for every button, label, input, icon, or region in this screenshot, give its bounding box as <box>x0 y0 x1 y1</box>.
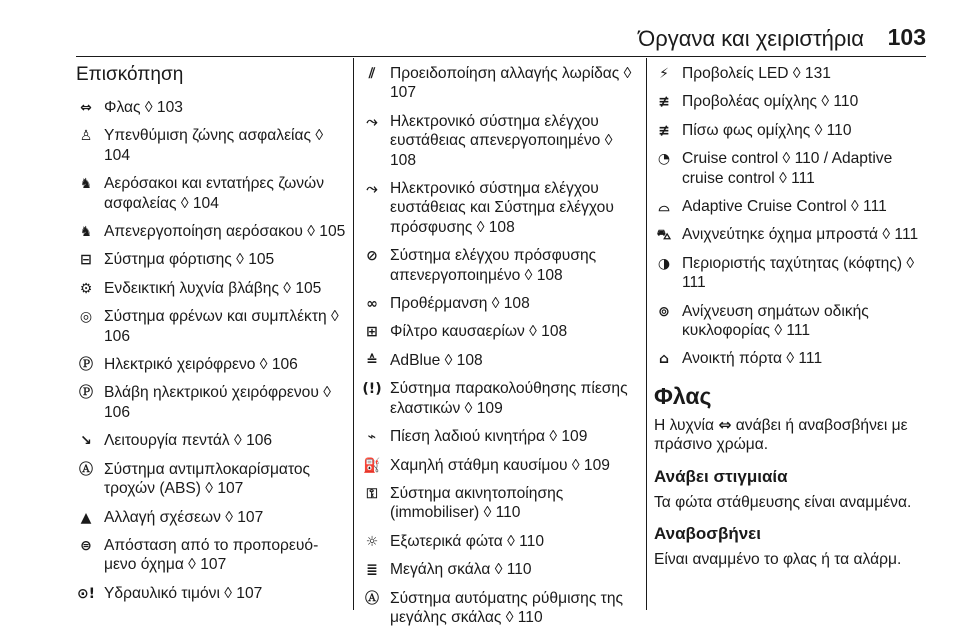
indicator-entry <box>76 222 346 241</box>
indicator-label: Σύστημα ελέγχου πρόσφυσης απενεργοποιημένο ◊ 108 <box>390 247 597 284</box>
indicator-label: Adaptive Cruise Control ◊ 111 <box>682 198 887 216</box>
indicator-label: Υπενθύμιση ζώνης ασφαλείας ◊ 104 <box>104 127 324 164</box>
indicator-label: Σύστημα φρένων και συμπλέκτη ◊ 106 <box>104 308 339 345</box>
indicator-label: Φίλτρο καυσαερίων ◊ 108 <box>390 323 568 341</box>
indicator-label: Σύστημα αυτόματης ρύθμισης της μεγάλης σκάλας ◊ 110 <box>390 589 624 626</box>
column-3 <box>654 64 930 570</box>
indicator-entry <box>654 349 930 368</box>
indicator-entry <box>362 112 640 170</box>
indicator-entry <box>76 174 346 213</box>
high-beam-icon: ≣ <box>366 562 378 579</box>
indicator-entry <box>76 584 346 603</box>
indicator-label: Χαμηλή στάθμη καυσίμου ◊ 109 <box>390 456 610 474</box>
intro-text: Η λυχνία <box>654 416 715 434</box>
indicator-entry <box>76 536 346 575</box>
indicator-label: Cruise control ◊ 110 / Adaptive cruise control ◊ 111 <box>682 150 893 187</box>
indicator-entry <box>362 589 640 628</box>
indicator-label: Ανιχνεύτηκε όχημα μπροστά ◊ 111 <box>682 226 919 244</box>
indicator-entry <box>76 431 346 450</box>
indicator-entry <box>362 246 640 285</box>
indicator-label: AdBlue ◊ 108 <box>390 351 483 369</box>
parking-brake-fault-icon: Ⓟ <box>79 385 93 402</box>
door-open-icon: ⌂ <box>658 351 670 368</box>
indicator-label: Μεγάλη σκάλα ◊ 110 <box>390 561 532 579</box>
indicator-entry <box>362 351 640 370</box>
particle-filter-icon: ⊞ <box>366 324 378 341</box>
indicator-label: Ηλεκτρονικό σύστημα ελέγχου ευστάθειας απενεργοποιημένο ◊ 108 <box>390 112 613 169</box>
indicator-entry <box>76 98 346 117</box>
indicator-label: Ενδεικτική λυχνία βλάβης ◊ 105 <box>104 279 322 297</box>
indicator-entry <box>654 64 930 83</box>
indicator-label: Ηλεκτρικό χειρόφρενο ◊ 106 <box>104 356 298 374</box>
abs-icon: Ⓐ <box>79 461 93 478</box>
indicator-entry <box>654 121 930 140</box>
speed-limiter-icon: ◑ <box>657 255 671 272</box>
exterior-lights-icon: ☼ <box>365 533 379 550</box>
gear-shift-up-icon: ▲ <box>80 509 92 526</box>
indicator-label: Υδραυλικό τιμόνι ◊ 107 <box>104 584 263 602</box>
adblue-icon: ≙ <box>366 352 378 369</box>
indicator-entry <box>76 383 346 422</box>
indicator-label: Αερόσακοι και εντατήρες ζωνών ασφαλείας ◊ 104 <box>104 175 325 212</box>
indicator-label: Απόσταση από το προπορευό-μενο όχημα ◊ 107 <box>104 536 319 574</box>
indicator-label: Προθέρμανση ◊ 108 <box>390 295 530 313</box>
indicator-list <box>362 64 640 627</box>
seat-belt-icon: ♙ <box>79 128 93 145</box>
subsection-text: Είναι αναμμένο το φλας ή τα αλάρμ. <box>654 551 902 569</box>
indicator-entry <box>362 322 640 341</box>
indicator-entry <box>654 197 930 216</box>
indicator-entry <box>76 126 346 165</box>
indicator-label: Προβολέας ομίχλης ◊ 110 <box>682 93 859 111</box>
column-1 <box>76 64 346 612</box>
indicator-entry <box>654 302 930 341</box>
indicator-label: Λειτουργία πεντάλ ◊ 106 <box>104 432 273 450</box>
indicator-entry <box>362 294 640 313</box>
distance-icon: ⊜ <box>80 537 92 554</box>
indicator-label: Ανίχνευση σημάτων οδικής κυκλοφορίας ◊ 111 <box>682 302 869 340</box>
page-header <box>76 0 926 54</box>
indicator-label: Πίεση λαδιού κινητήρα ◊ 109 <box>390 428 588 446</box>
rear-fog-icon: ≢ <box>658 122 670 139</box>
esc-off-icon: ⤳ <box>366 113 378 130</box>
indicator-entry <box>654 149 930 188</box>
indicator-entry <box>362 427 640 446</box>
pedal-icon: ↘ <box>80 433 92 450</box>
lane-departure-icon: ⫽ <box>368 66 376 82</box>
brake-system-icon: ◎ <box>79 309 93 326</box>
section-title: Φλας <box>654 382 712 409</box>
esc-icon: ⤳ <box>366 181 378 198</box>
oil-pressure-icon: ⌁ <box>367 429 377 446</box>
power-steering-icon: ⊙! <box>76 585 96 602</box>
indicator-entry <box>654 92 930 111</box>
overview-title: Επισκόπηση <box>76 64 184 85</box>
indicator-label: Σύστημα αντιμπλοκαρίσματος τροχών (ABS) ◊ 107 <box>104 460 311 498</box>
indicator-entry <box>362 64 640 103</box>
traction-control-off-icon: ⊘ <box>366 248 378 265</box>
indicator-label: Σύστημα φόρτισης ◊ 105 <box>104 251 275 269</box>
indicator-entry <box>76 508 346 527</box>
subsection-title: Ανάβει στιγμιαία <box>654 466 788 486</box>
vehicle-ahead-icon: ⛍ <box>656 227 672 244</box>
indicator-label: Ηλεκτρονικό σύστημα ελέγχου ευστάθειας και Σύστημα ελέγχου πρόσφυσης ◊ 108 <box>390 180 614 236</box>
indicator-label: Αλλαγή σχέσεων ◊ 107 <box>104 508 264 526</box>
subsection-title: Αναβοσβήνει <box>654 524 761 544</box>
indicator-entry <box>362 532 640 551</box>
fuel-icon: ⛽ <box>363 457 381 474</box>
indicator-entry <box>76 355 346 374</box>
indicator-entry <box>362 456 640 475</box>
preheating-icon: ∞ <box>366 296 378 313</box>
page-title: Όργανα και χειριστήρια <box>638 26 864 51</box>
page-number: 103 <box>887 24 926 50</box>
indicator-label: Ανοικτή πόρτα ◊ 111 <box>682 350 823 368</box>
led-lights-icon: ⚡ <box>659 66 669 82</box>
traffic-sign-icon: ⊚ <box>658 303 670 320</box>
indicator-entry <box>654 254 930 293</box>
indicator-label: Βλάβη ηλεκτρικού χειρόφρενου ◊ 106 <box>104 384 331 421</box>
subsection-text: Τα φώτα στάθμευσης είναι αναμμένα. <box>654 493 912 511</box>
indicator-entry <box>76 307 346 346</box>
airbag-icon: ♞ <box>79 176 93 193</box>
immobiliser-icon: ⚿ <box>366 485 378 502</box>
header-divider <box>76 56 926 57</box>
indicator-label: Εξωτερικά φώτα ◊ 110 <box>390 532 544 550</box>
indicator-entry <box>362 179 640 237</box>
column-divider <box>353 58 354 610</box>
indicator-entry <box>76 279 346 298</box>
front-fog-icon: ≢ <box>658 94 670 111</box>
section-intro <box>654 416 930 455</box>
indicator-entry <box>362 560 640 579</box>
indicator-label: Προβολείς LED ◊ 131 <box>682 65 831 82</box>
indicator-entry <box>76 460 346 499</box>
indicator-entry <box>362 484 640 523</box>
engine-icon: ⚙ <box>79 280 93 297</box>
indicator-label: Σύστημα παρακολούθησης πίεσης ελαστικών ◊ 109 <box>390 380 628 417</box>
indicator-label: Προειδοποίηση αλλαγής λωρίδας ◊ 107 <box>390 65 632 102</box>
airbag-off-icon: ♞ <box>79 224 93 241</box>
indicator-label: Περιοριστής ταχύτητας (κόφτης) ◊ 111 <box>682 254 915 292</box>
indicator-entry <box>362 379 640 418</box>
cruise-control-icon: ◔ <box>657 151 671 168</box>
indicator-label: Σύστημα ακινητοποίησης (immobiliser) ◊ 110 <box>390 484 564 522</box>
electric-parking-brake-icon: Ⓟ <box>79 357 93 374</box>
column-2 <box>362 64 640 636</box>
adaptive-cruise-icon: ⌓ <box>658 199 670 216</box>
turn-signal-icon: ⇔ <box>718 415 732 434</box>
battery-icon: ⊟ <box>80 252 92 269</box>
indicator-entry <box>654 225 930 244</box>
indicator-list <box>654 64 930 369</box>
indicator-label: Φλας ◊ 103 <box>104 99 183 116</box>
indicator-label: Πίσω φως ομίχλης ◊ 110 <box>682 121 852 139</box>
column-divider <box>646 58 647 610</box>
indicator-label: Απενεργοποίηση αερόσακου ◊ 105 <box>104 223 346 241</box>
intro-text: ανάβει ή αναβοσβήνει με πράσινο χρώμα. <box>654 416 908 454</box>
tire-pressure-icon: (!) <box>362 381 382 398</box>
indicator-list <box>76 98 346 603</box>
turn-signal-icon: ⇔ <box>80 100 92 116</box>
auto-high-beam-icon: Ⓐ <box>365 590 379 607</box>
indicator-entry <box>76 250 346 269</box>
